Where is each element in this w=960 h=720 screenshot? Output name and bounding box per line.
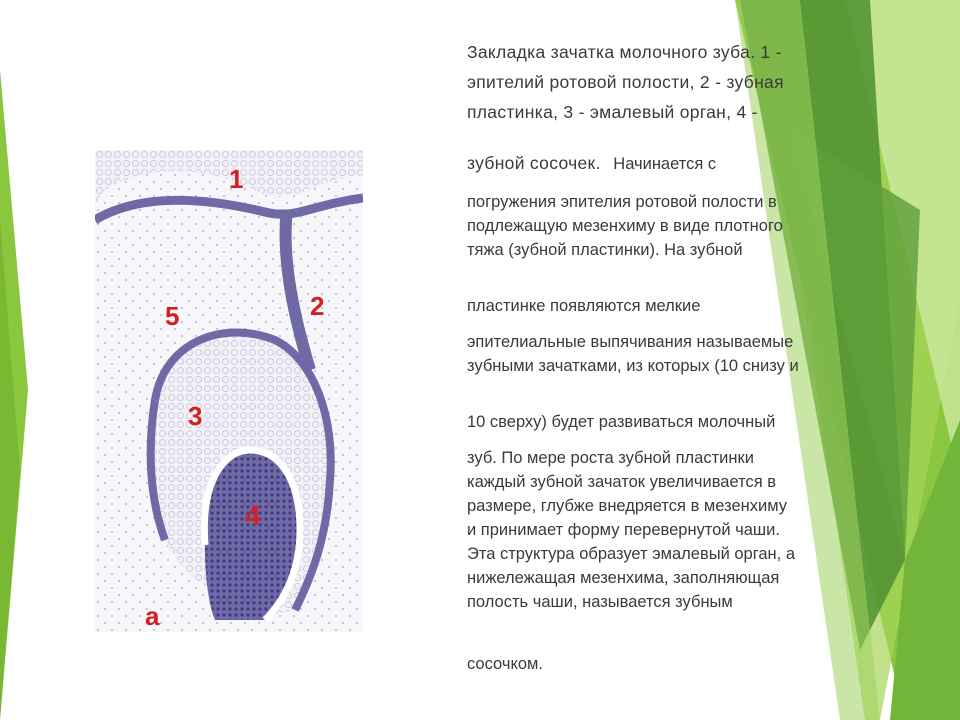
text-line-10: зубными зачатками, из которых (10 снизу и [467,357,799,375]
text-line-19: сосочком. [467,655,543,673]
text-line-8: пластинке появляются мелкие [467,297,701,315]
figure-label-a: а [145,601,160,631]
text-line-15: и принимает форму перевернутой чаши. [467,521,780,539]
text-line-5: погружения эпителия ротовой полости в [467,193,777,211]
text-line-7: тяжа (зубной пластинки). На зубной [467,241,743,259]
figure-label-1: 1 [229,164,244,194]
text-line-13: каждый зубной зачаток увеличивается в [467,473,776,491]
text-line-12: зуб. По мере роста зубной пластинки [467,449,754,467]
text-line-4a: зубной сосочек. [467,153,601,173]
figure-label-2: 2 [310,291,325,321]
text-line-14: размере, глубже внедряется в мезенхиму [467,497,787,515]
text-line-4b: Начинается с [613,155,717,173]
text-line-6: подлежащую мезенхиму в виде плотного [467,217,783,235]
text-line-2: эпителий ротовой полости, 2 - зубная [467,72,784,92]
text-line-17: нижележащая мезенхима, заполняющая [467,569,780,587]
text-line-9: эпителиальные выпячивания называемые [467,333,794,351]
figure-label-5: 5 [165,301,180,331]
text-line-1: Закладка зачатка молочного зуба. 1 - [467,42,782,62]
figure-label-4: 4 [245,500,261,531]
text-line-4 [467,151,716,176]
tooth-germ-micrograph [95,150,363,632]
text-line-3: пластинка, 3 - эмалевый орган, 4 - [467,102,758,122]
figure-label-3: 3 [188,401,203,431]
text-line-11: 10 сверху) будет развиваться молочный [467,413,776,431]
text-line-18: полость чаши, называется зубным [467,593,733,611]
text-line-16: Эта структура образует эмалевый орган, а [467,545,796,563]
